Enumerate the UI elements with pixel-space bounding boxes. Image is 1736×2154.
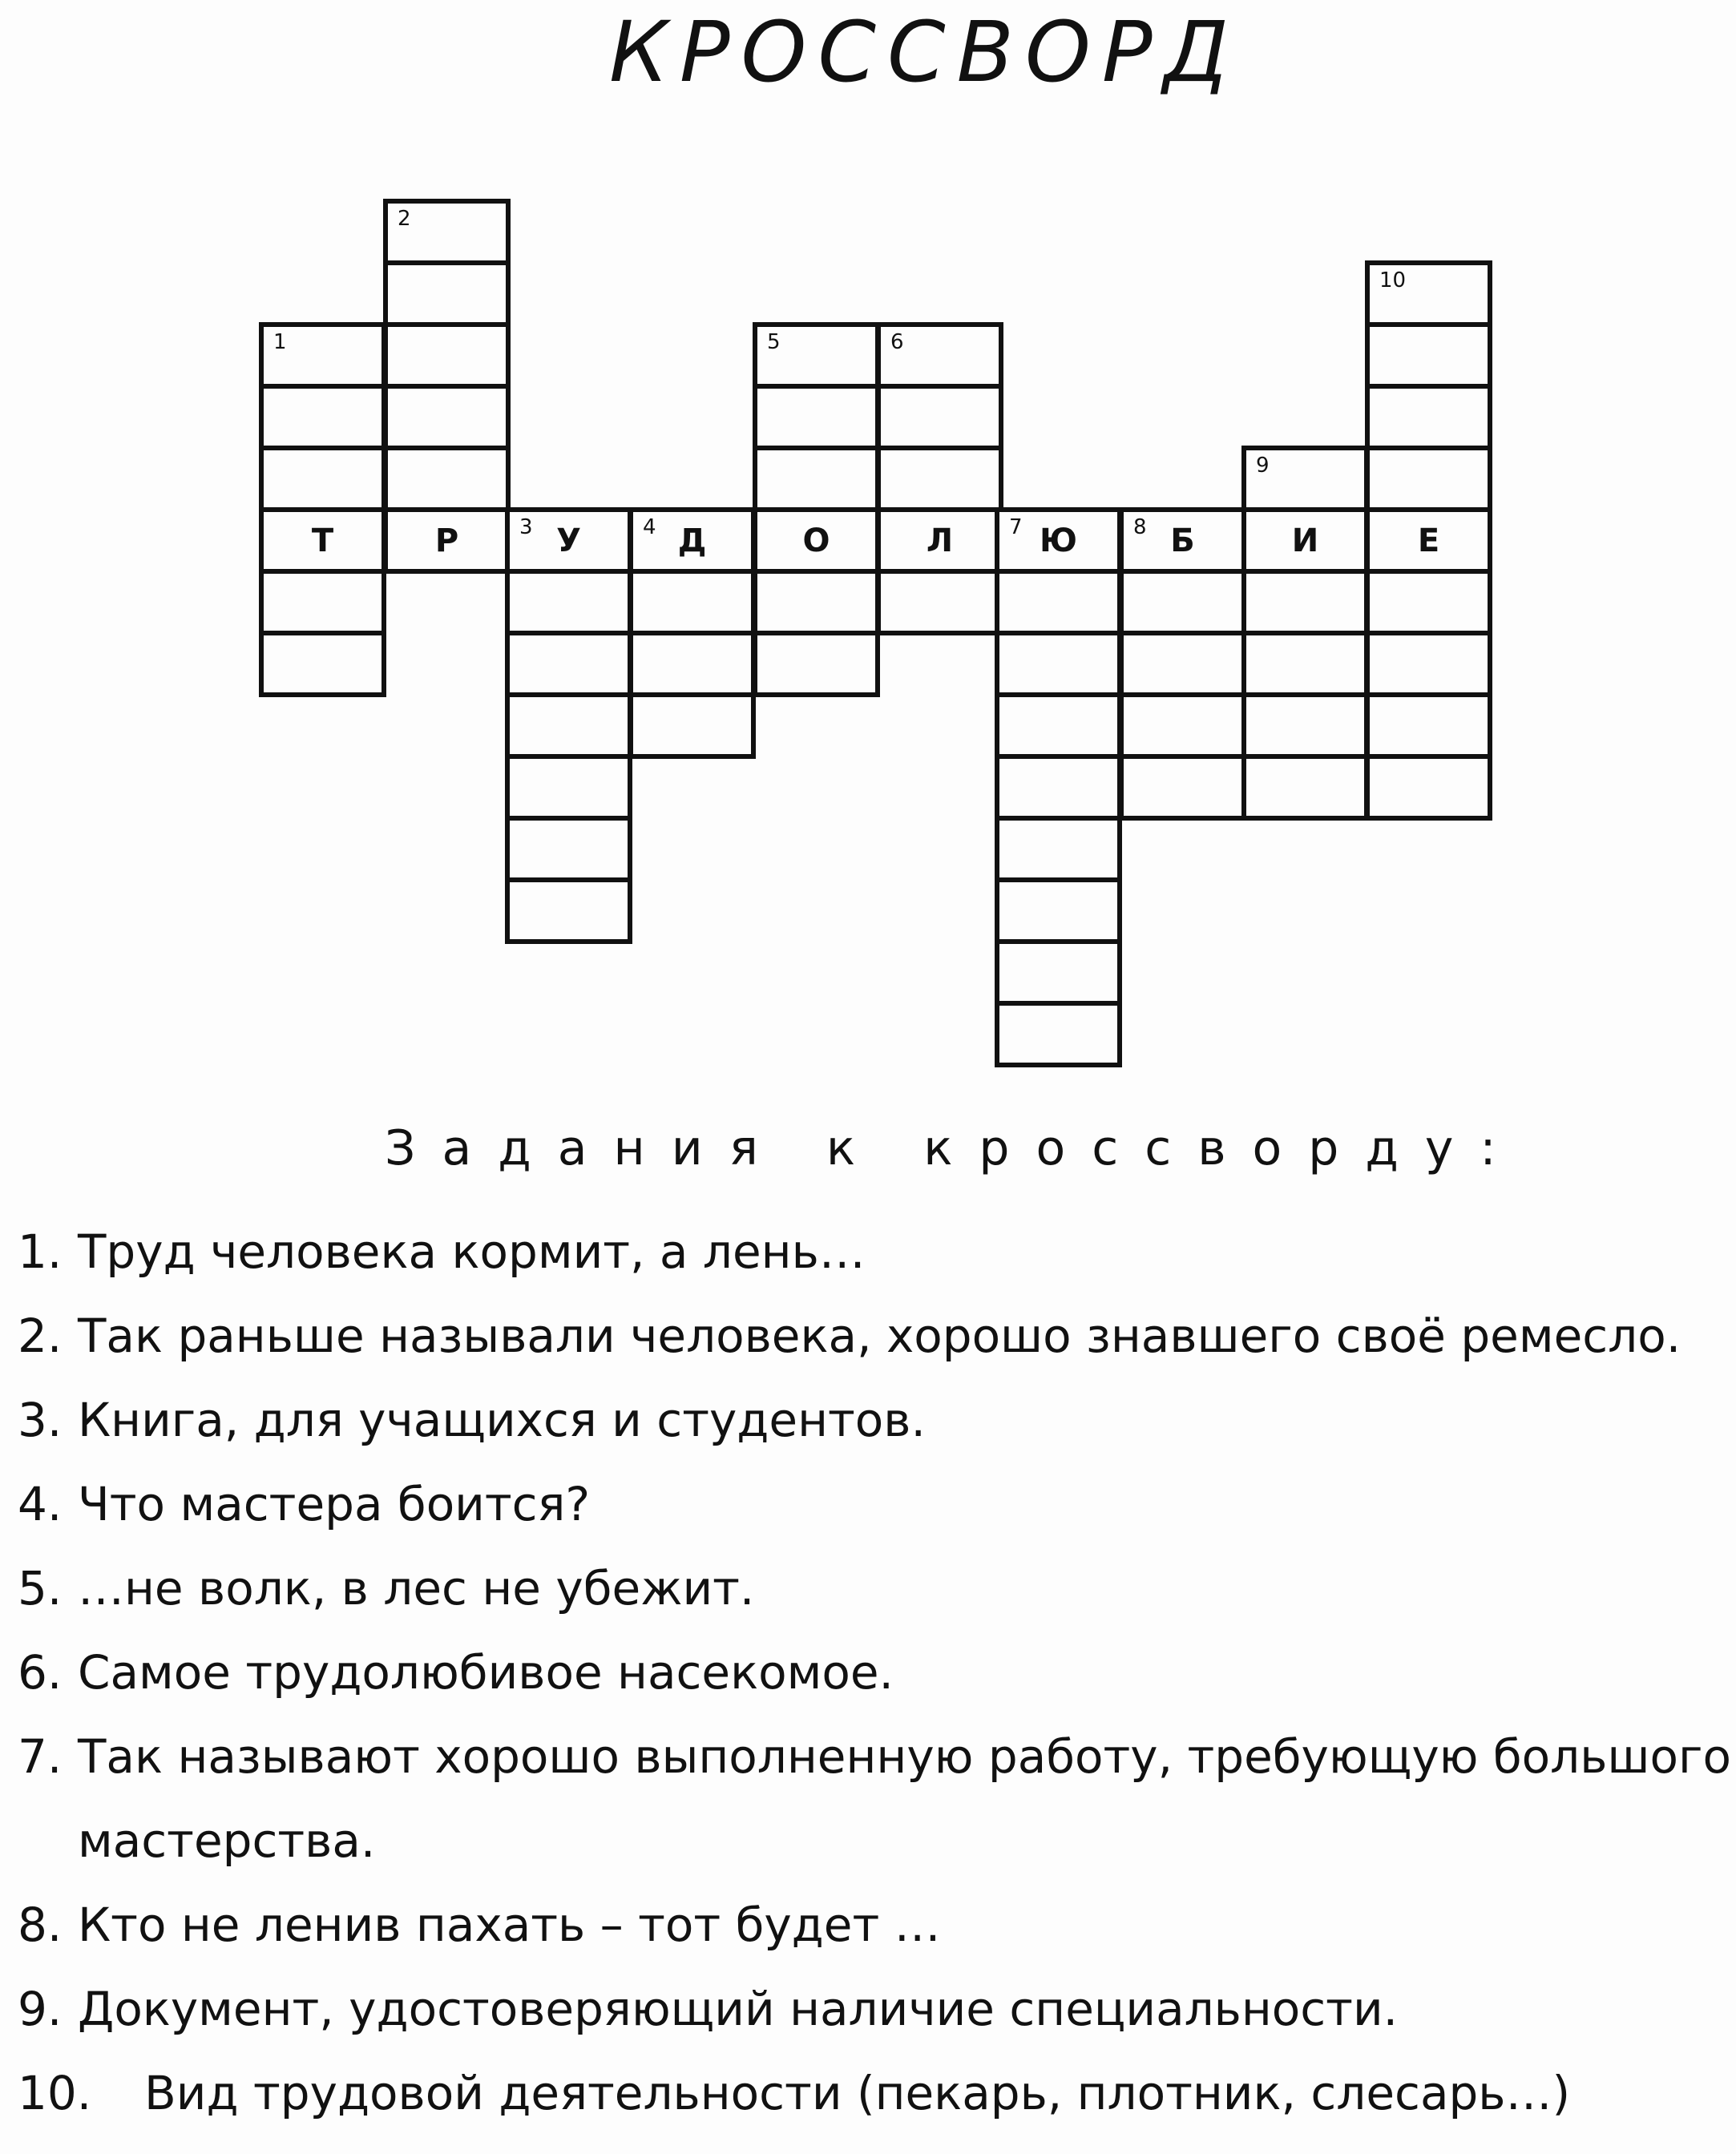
crossword-cell xyxy=(628,507,756,574)
crossword-cell xyxy=(995,816,1122,882)
crossword-cell xyxy=(1241,507,1369,574)
crossword-cell xyxy=(1241,631,1369,697)
crossword-cell xyxy=(505,754,632,821)
crossword-cell xyxy=(995,631,1122,697)
clue-text: Книга, для учащихся и студентов. xyxy=(78,1393,926,1447)
page-title: КРОССВОРД xyxy=(609,3,1240,101)
crossword-cell xyxy=(995,939,1122,1006)
crossword-cell xyxy=(876,569,1003,635)
keyword-letter: У xyxy=(556,522,581,559)
clue-number-label: 1 xyxy=(273,330,287,354)
crossword-cell xyxy=(1119,507,1246,574)
clue-item-1 xyxy=(18,1224,866,1279)
crossword-cell xyxy=(995,754,1122,821)
crossword-cell xyxy=(259,384,386,450)
clue-number-label: 3 xyxy=(519,515,533,539)
crossword-cell xyxy=(628,569,756,635)
crossword-cell xyxy=(1241,754,1369,821)
crossword-cell xyxy=(1119,754,1246,821)
clue-number: 7. xyxy=(18,1729,63,1784)
crossword-cell xyxy=(1365,754,1492,821)
tasks-heading: Задания к кроссворду: xyxy=(385,1120,1523,1176)
clue-text: Вид трудовой деятельности (пекарь, плотник, слесарь…) xyxy=(144,2066,1571,2120)
clue-number-label: 2 xyxy=(398,207,411,231)
crossword-cell xyxy=(1119,692,1246,759)
crossword-cell xyxy=(753,322,880,389)
crossword-cell xyxy=(505,816,632,882)
clue-number: 1. xyxy=(18,1224,63,1279)
clue-item-10 xyxy=(18,2066,1571,2120)
crossword-cell xyxy=(628,631,756,697)
crossword-cell xyxy=(1241,569,1369,635)
crossword-cell xyxy=(259,507,386,574)
clue-number-label: 7 xyxy=(1009,515,1023,539)
crossword-cell xyxy=(876,384,1003,450)
crossword-cell xyxy=(995,877,1122,944)
clue-item-2 xyxy=(18,1309,1681,1363)
clue-text: Так раньше называли человека, хорошо знавшего своё ремесло. xyxy=(78,1309,1681,1363)
crossword-cell xyxy=(383,260,511,327)
keyword-letter: И xyxy=(1291,522,1319,559)
clue-number: 3. xyxy=(18,1393,63,1447)
clue-number-label: 6 xyxy=(890,330,904,354)
clue-number: 4. xyxy=(18,1477,63,1531)
clue-text: Документ, удостоверяющий наличие специальности. xyxy=(78,1982,1399,2036)
crossword-cell xyxy=(259,446,386,512)
crossword-cell xyxy=(505,631,632,697)
clue-number: 9. xyxy=(18,1982,63,2036)
crossword-cell xyxy=(1365,322,1492,389)
crossword-cell xyxy=(1365,446,1492,512)
keyword-letter: Т xyxy=(311,522,334,559)
crossword-cell xyxy=(383,446,511,512)
keyword-letter: Б xyxy=(1170,522,1195,559)
crossword-cell xyxy=(505,507,632,574)
clue-item-3 xyxy=(18,1393,926,1447)
clue-number-label: 9 xyxy=(1256,454,1270,478)
clue-item-8 xyxy=(18,1898,941,1952)
crossword-cell xyxy=(753,446,880,512)
crossword-cell xyxy=(753,631,880,697)
crossword-cell xyxy=(995,569,1122,635)
clue-number: 10. xyxy=(18,2066,92,2120)
keyword-letter: Д xyxy=(677,522,707,559)
crossword-cell xyxy=(1365,631,1492,697)
clue-number: 5. xyxy=(18,1561,63,1616)
clue-number: 8. xyxy=(18,1898,63,1952)
crossword-cell xyxy=(876,322,1003,389)
keyword-letter: Ю xyxy=(1040,522,1077,559)
crossword-cell xyxy=(259,631,386,697)
crossword-cell xyxy=(753,507,880,574)
clue-item-9 xyxy=(18,1982,1399,2036)
crossword-cell xyxy=(383,384,511,450)
crossword-cell xyxy=(876,507,1003,574)
crossword-cell xyxy=(1365,260,1492,327)
clue-number-label: 10 xyxy=(1379,268,1407,292)
keyword-letter: О xyxy=(802,522,830,559)
crossword-cell xyxy=(995,507,1122,574)
clue-number-label: 8 xyxy=(1133,515,1147,539)
clue-number: 6. xyxy=(18,1645,63,1700)
crossword-cell xyxy=(383,322,511,389)
crossword-cell xyxy=(1365,692,1492,759)
crossword-cell xyxy=(1365,384,1492,450)
crossword-cell xyxy=(505,692,632,759)
clue-text: Так называют хорошо выполненную работу, требующую большого xyxy=(78,1729,1731,1784)
clue-text-continued: мастерства. xyxy=(78,1813,376,1868)
keyword-letter: Р xyxy=(434,522,459,559)
clue-text: Кто не ленив пахать – тот будет … xyxy=(78,1898,941,1952)
crossword-cell xyxy=(383,199,511,265)
clue-number-label: 4 xyxy=(643,515,656,539)
crossword-cell xyxy=(1119,569,1246,635)
crossword-cell xyxy=(259,569,386,635)
clue-item-4 xyxy=(18,1477,591,1531)
crossword-cell xyxy=(995,692,1122,759)
keyword-letter: Е xyxy=(1417,522,1440,559)
crossword-cell xyxy=(383,507,511,574)
crossword-cell xyxy=(1119,631,1246,697)
crossword-cell xyxy=(1241,692,1369,759)
crossword-cell xyxy=(1365,507,1492,574)
crossword-cell xyxy=(259,322,386,389)
clue-item-7 xyxy=(18,1729,1731,1868)
crossword-cell xyxy=(505,877,632,944)
crossword-cell xyxy=(753,384,880,450)
crossword-cell xyxy=(505,569,632,635)
clue-text: Самое трудолюбивое насекомое. xyxy=(78,1645,894,1700)
crossword-cell xyxy=(753,569,880,635)
crossword-cell xyxy=(995,1001,1122,1067)
clue-number-label: 5 xyxy=(767,330,781,354)
crossword-cell xyxy=(1365,569,1492,635)
clue-text: Труд человека кормит, а лень… xyxy=(78,1224,866,1279)
crossword-cell xyxy=(876,446,1003,512)
keyword-letter: Л xyxy=(926,522,954,559)
clue-item-6 xyxy=(18,1645,894,1700)
clue-text: Что мастера боится? xyxy=(78,1477,591,1531)
crossword-cell xyxy=(1241,446,1369,512)
clue-number: 2. xyxy=(18,1309,63,1363)
clue-text: …не волк, в лес не убежит. xyxy=(78,1561,755,1616)
crossword-cell xyxy=(628,692,756,759)
clue-item-5 xyxy=(18,1561,755,1616)
